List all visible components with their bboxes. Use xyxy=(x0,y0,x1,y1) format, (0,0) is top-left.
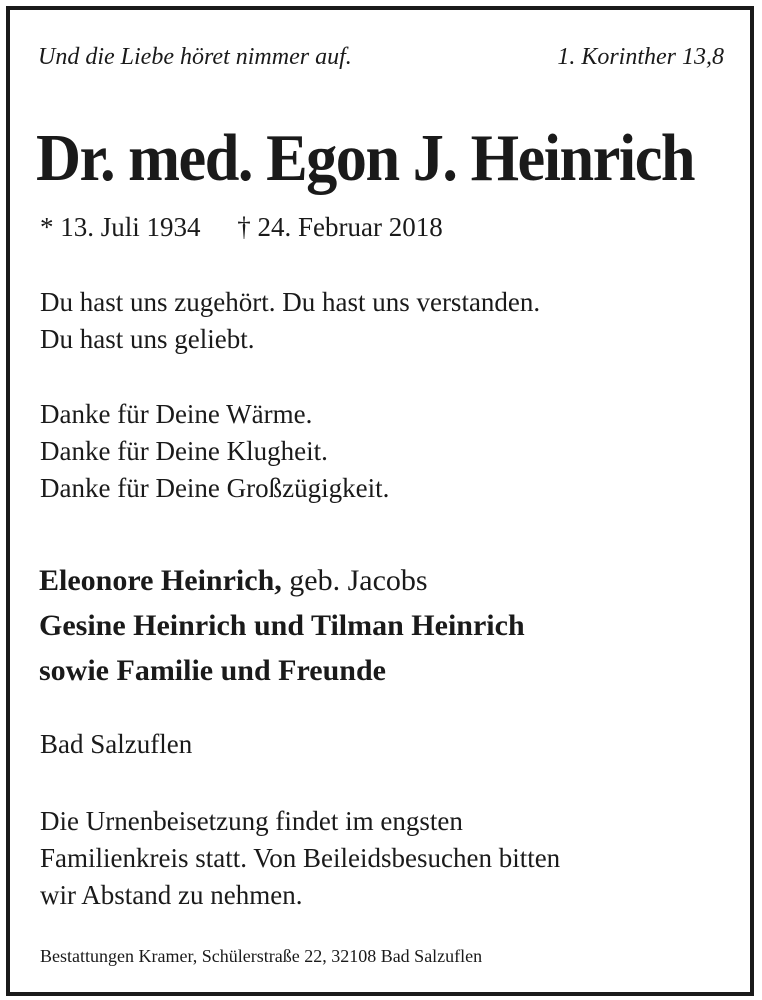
mourner-name: Eleonore Heinrich, xyxy=(39,564,282,597)
notice-line: wir Abstand zu nehmen. xyxy=(40,880,303,910)
tribute-line: Du hast uns geliebt. xyxy=(40,324,255,354)
death-date: † 24. Februar 2018 xyxy=(237,212,443,242)
mourner-line-1 xyxy=(39,558,525,603)
notice-line: Die Urnenbeisetzung findet im engsten xyxy=(40,806,463,836)
tribute-paragraph-2 xyxy=(40,396,389,507)
tribute-line: Danke für Deine Klugheit. xyxy=(40,436,328,466)
motto xyxy=(38,40,724,74)
notice-line: Familienkreis statt. Von Beileidsbesuchen bitten xyxy=(40,843,561,873)
place: Bad Salzuflen xyxy=(40,729,193,759)
motto-quote: Und die Liebe höret nimmer auf. xyxy=(38,44,352,70)
tribute-line: Du hast uns zugehört. Du hast uns verstanden. xyxy=(40,287,541,317)
tribute-line: Danke für Deine Wärme. xyxy=(40,399,313,429)
mourner-line-2: Gesine Heinrich und Tilman Heinrich xyxy=(39,609,525,642)
funeral-home: Bestattungen Kramer, Schülerstraße 22, 32108 Bad Salzuflen xyxy=(40,946,483,966)
mourners xyxy=(39,558,525,693)
life-dates xyxy=(40,208,443,246)
funeral-notice xyxy=(40,803,560,914)
tribute-line: Danke für Deine Großzügigkeit. xyxy=(40,473,390,503)
mourner-line-3: sowie Familie und Freunde xyxy=(39,654,386,687)
maiden-name: geb. Jacobs xyxy=(281,564,428,597)
tribute-paragraph-1 xyxy=(40,284,540,358)
deceased-name: Dr. med. Egon J. Heinrich xyxy=(36,121,695,195)
motto-reference: 1. Korinther 13,8 xyxy=(557,44,724,70)
birth-date: * 13. Juli 1934 xyxy=(40,212,201,242)
